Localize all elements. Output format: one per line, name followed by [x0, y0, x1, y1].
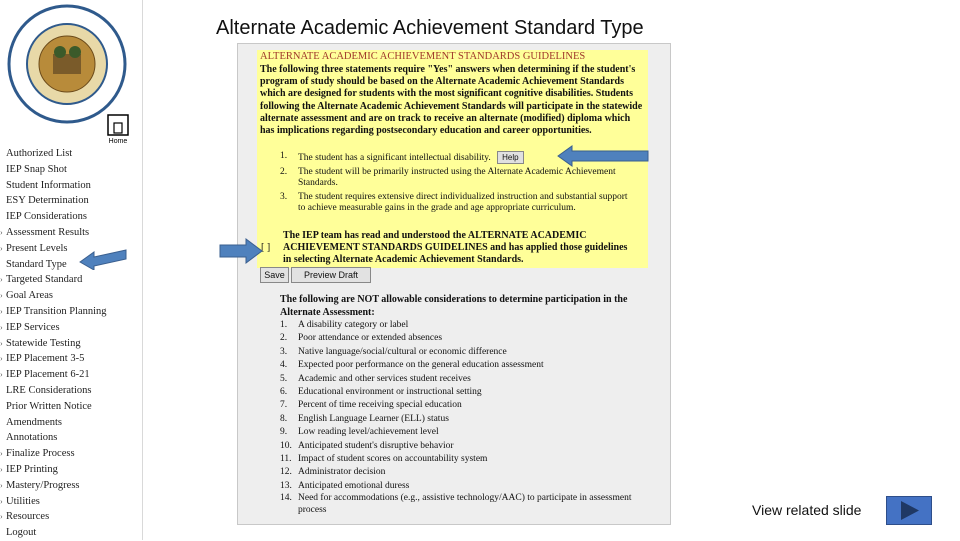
sidebar-item-label: Resources [6, 511, 50, 523]
expand-icon: › [0, 275, 3, 285]
sidebar-item[interactable] [0, 415, 142, 431]
list-item [280, 319, 640, 332]
sidebar-nav [0, 146, 142, 541]
sidebar-item[interactable] [0, 272, 142, 288]
sidebar-item-label: Prior Written Notice [6, 400, 92, 412]
sidebar-item[interactable] [0, 288, 142, 304]
blue-arrow-icon-help [556, 145, 650, 167]
next-slide-button[interactable] [886, 496, 932, 525]
list-item [280, 373, 640, 386]
sidebar-item[interactable] [0, 462, 142, 478]
sidebar-item-label: Assessment Results [6, 226, 90, 238]
list-item-number: 7. [280, 400, 288, 411]
statement-text: The student will be primarily instructed using the Alternate Academic Achievement Standards. [298, 166, 616, 189]
list-item [280, 386, 640, 399]
sidebar-item-label: Annotations [6, 432, 58, 444]
list-item [280, 493, 640, 516]
home-icon [107, 114, 129, 136]
list-item [280, 332, 640, 345]
blue-arrow-icon-standard-type [78, 248, 128, 270]
list-item-text: Anticipated student's disruptive behavior [298, 440, 454, 451]
list-item-text: Expected poor performance on the general education assessment [298, 360, 544, 371]
save-button[interactable]: Save [260, 267, 289, 283]
sidebar-item-label: IEP Placement 6-21 [6, 369, 90, 381]
preview-draft-button[interactable]: Preview Draft [291, 267, 371, 283]
sidebar-item[interactable] [0, 383, 142, 399]
list-item-number: 12. [280, 467, 292, 478]
help-button[interactable]: Help [497, 151, 523, 164]
list-item-number: 13. [280, 480, 292, 491]
list-item-number: 10. [280, 440, 292, 451]
sidebar-item-label: IEP Services [6, 321, 60, 333]
list-item-text: Anticipated emotional duress [298, 480, 410, 491]
sidebar-item[interactable] [0, 430, 142, 446]
expand-icon: › [0, 354, 3, 364]
guidelines-title: ALTERNATE ACADEMIC ACHIEVEMENT STANDARDS GUIDELINES [260, 51, 586, 62]
page-title: Alternate Academic Achievement Standard Type [216, 17, 644, 39]
list-item [280, 426, 640, 439]
sidebar [0, 0, 143, 540]
sidebar-item-label: LRE Considerations [6, 384, 92, 396]
sidebar-item-label: Targeted Standard [6, 274, 83, 286]
expand-icon: › [0, 243, 3, 253]
list-item-text: Administrator decision [298, 467, 386, 478]
sidebar-item-label: IEP Transition Planning [6, 305, 107, 317]
list-item [280, 346, 640, 359]
sidebar-item-label: Goal Areas [6, 290, 53, 302]
list-item-text: Percent of time receiving special education [298, 400, 462, 411]
sidebar-item[interactable] [0, 509, 142, 525]
list-item [280, 440, 640, 453]
sidebar-item-label: Present Levels [6, 242, 68, 254]
sidebar-item[interactable] [0, 178, 142, 194]
list-item-number: 6. [280, 386, 288, 397]
sidebar-item-label: Standard Type [6, 258, 67, 270]
expand-icon: › [0, 480, 3, 490]
sidebar-item-label: Mastery/Progress [6, 479, 80, 491]
sidebar-item[interactable] [0, 225, 142, 241]
home-button[interactable] [104, 114, 132, 150]
not-allowable-title: The following are NOT allowable considerations to determine participation in the Alternate Assessment: [280, 294, 628, 318]
blue-arrow-icon-checkbox [218, 238, 264, 264]
list-item-text: Impact of student scores on accountability system [298, 453, 488, 464]
sidebar-item-label: Finalize Process [6, 448, 75, 460]
list-item [280, 399, 640, 412]
sidebar-item[interactable] [0, 351, 142, 367]
sidebar-item[interactable] [0, 162, 142, 178]
list-item-number: 5. [280, 373, 288, 384]
expand-icon: › [0, 512, 3, 522]
expand-icon: › [0, 291, 3, 301]
wv-department-of-education-logo [5, 4, 129, 124]
sidebar-item-label: Logout [6, 527, 37, 539]
sidebar-item[interactable] [0, 367, 142, 383]
list-item-number: 8. [280, 413, 288, 424]
sidebar-item-label: Authorized List [6, 148, 73, 159]
list-item-text: A disability category or label [298, 320, 409, 330]
list-item-number: 14. [280, 493, 292, 504]
sidebar-item-label: ESY Determination [6, 195, 89, 207]
list-item-number: 9. [280, 427, 288, 438]
sidebar-item[interactable] [0, 494, 142, 510]
list-item-text: Academic and other services student receives [298, 373, 471, 384]
list-item [280, 453, 640, 466]
team-statement: The IEP team has read and understood the ALTERNATE ACADEMIC ACHIEVEMENT STANDARDS GUIDELINES and has applied those guidelines in selecting Alternate Academic Achievement Standards. [283, 230, 628, 265]
statement-number: 1. [280, 151, 288, 161]
statement-item [277, 167, 637, 190]
sidebar-item-label: IEP Placement 3-5 [6, 353, 85, 365]
sidebar-item[interactable] [0, 320, 142, 336]
sidebar-item[interactable] [0, 193, 142, 209]
sidebar-item-label: Utilities [6, 495, 40, 507]
expand-icon: › [0, 322, 3, 332]
team-checkbox[interactable]: [ ] [261, 242, 271, 253]
list-item-number: 2. [280, 333, 288, 344]
list-item [280, 413, 640, 426]
expand-icon: › [0, 370, 3, 380]
statement-text: The student has a significant intellectual disability. [298, 153, 491, 163]
expand-icon: › [0, 464, 3, 474]
list-item [280, 359, 640, 372]
sidebar-item-label: Student Information [6, 179, 91, 191]
list-item [280, 480, 640, 493]
not-allowable-list [280, 319, 640, 516]
list-item-number: 11. [280, 453, 292, 464]
sidebar-item[interactable] [0, 525, 142, 541]
list-item-text: Native language/social/cultural or economic difference [298, 346, 507, 357]
sidebar-item[interactable] [0, 478, 142, 494]
statement-number: 2. [280, 166, 288, 177]
statement-number: 3. [280, 191, 288, 202]
sidebar-item[interactable] [0, 146, 142, 162]
expand-icon: › [0, 306, 3, 316]
statement-item [277, 192, 637, 215]
sidebar-item-label: Amendments [6, 416, 62, 428]
sidebar-item-label: IEP Snap Shot [6, 163, 67, 175]
sidebar-item[interactable] [0, 399, 142, 415]
list-item-text: Low reading level/achievement level [298, 427, 439, 438]
guidelines-intro: The following three statements require "Yes" answers when determining if the student's program of study should be based on the Alternate Academic Achievement Standards which are designed for students with the most significant cognitive disabilities. Students following the Alternate Academic Achievement Standards will participate in the statewide alternate assessment and are on track to receive an alternate (modified) diploma which has implications regarding postsecondary education and career opportunities. [260, 64, 643, 137]
list-item-number: 4. [280, 360, 288, 371]
list-item [280, 466, 640, 479]
list-item-number: 1. [280, 320, 288, 330]
sidebar-item[interactable] [0, 336, 142, 352]
expand-icon: › [0, 496, 3, 506]
sidebar-item-label: IEP Printing [6, 463, 58, 475]
sidebar-item-label: Statewide Testing [6, 337, 81, 349]
sidebar-item[interactable] [0, 446, 142, 462]
list-item-text: English Language Learner (ELL) status [298, 413, 449, 424]
play-arrow-icon [887, 497, 931, 524]
view-related-slide-label: View related slide [752, 502, 862, 518]
sidebar-item-label: IEP Considerations [6, 211, 87, 223]
expand-icon: › [0, 338, 3, 348]
list-item-text: Poor attendance or extended absences [298, 333, 443, 344]
list-item-text: Educational environment or instructional setting [298, 386, 482, 397]
sidebar-item[interactable] [0, 209, 142, 225]
sidebar-item[interactable] [0, 304, 142, 320]
list-item-text: Need for accommodations (e.g., assistive technology/AAC) to participate in assessment process [298, 493, 632, 515]
statement-text: The student requires extensive direct individualized instruction and substantial support to achieve measurable gains in the grade and age appropriate curriculum. [298, 191, 628, 214]
list-item-number: 3. [280, 346, 288, 357]
expand-icon: › [0, 449, 3, 459]
expand-icon: › [0, 227, 3, 237]
home-label: Home [108, 138, 128, 145]
